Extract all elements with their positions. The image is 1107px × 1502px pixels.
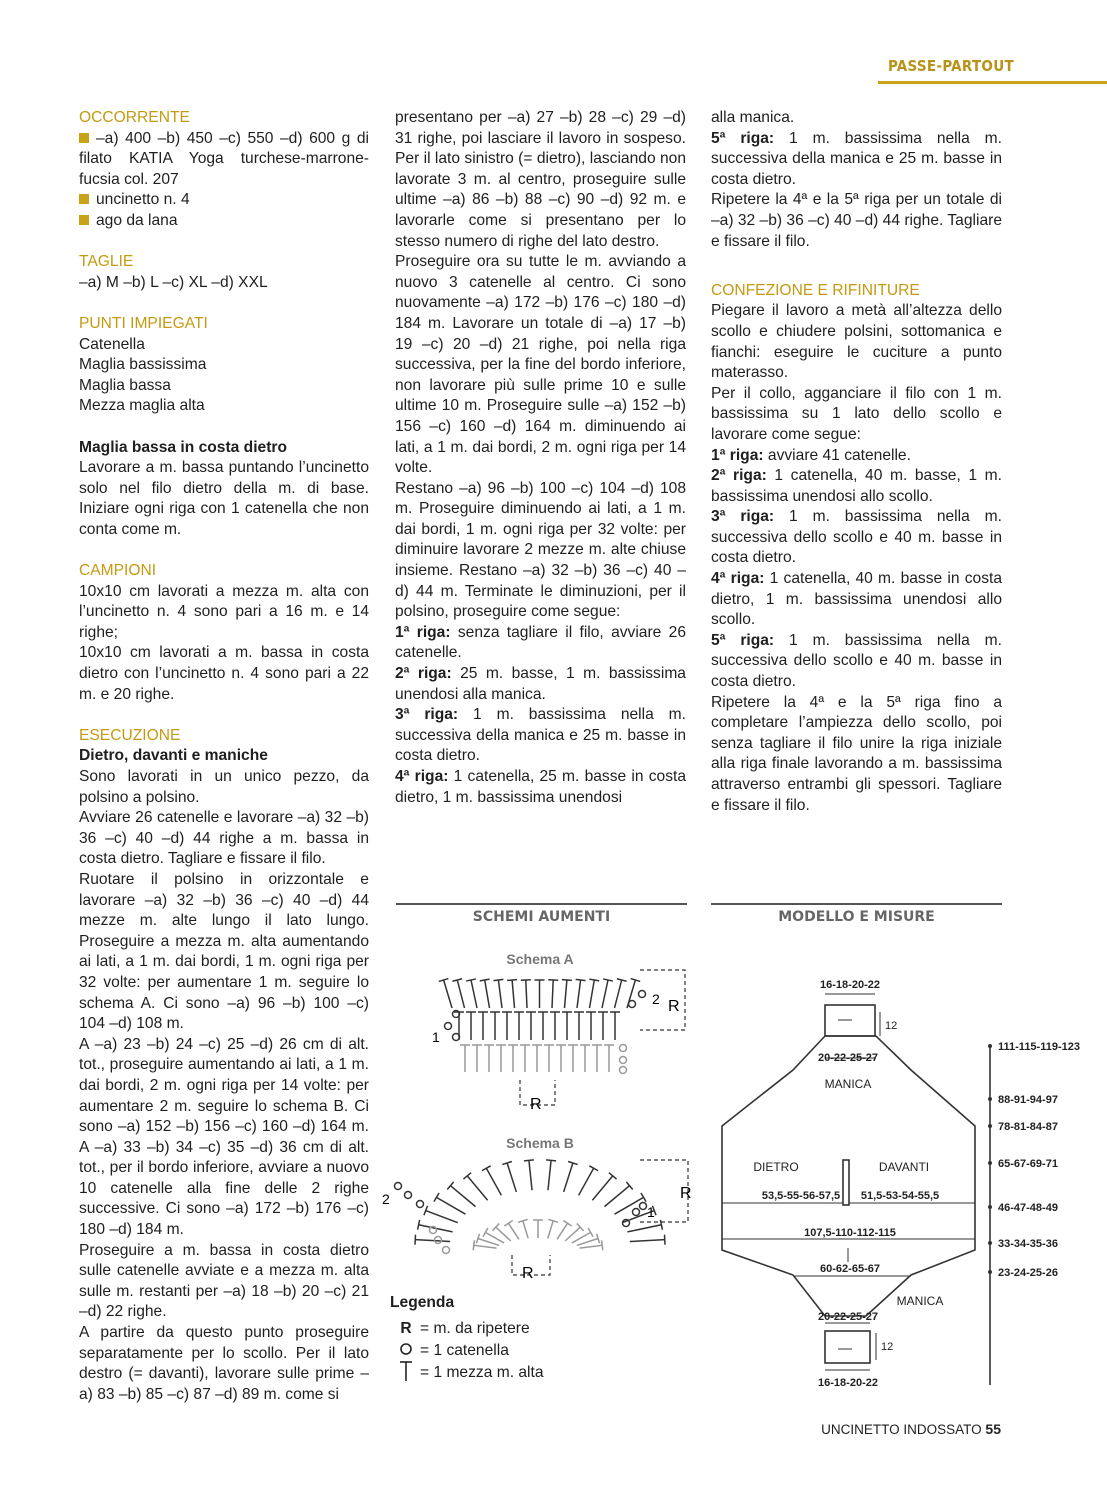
stitch-bar (563, 1221, 571, 1226)
stitch-stem (467, 1176, 487, 1200)
schema-b-chart (395, 1160, 689, 1275)
stitch-stem (526, 980, 527, 1008)
chain-stitch (620, 1045, 627, 1052)
stitch-stem (523, 1221, 528, 1239)
chain-stitch (640, 1203, 647, 1210)
stitch-stem (450, 1186, 475, 1207)
paragraph: Proseguire ora su tutte le m. avviando a nuovo 3 catenelle al centro. Ci sono nuovamente –a) 172 –b) 176 –c) 180 –d) 184 m. Lavorare un totale di –a) 17 –b) 19 –c) 20 –d) 21 righe, poi nella riga successiva, per la fine del bordo inferiore, non lavorare più sulle prime 10 e sulle ultime 10 m. Proseguire sulle –a) 152 –b) 156 –c) 160 –d) 164 m. diminuendo ai lati, a 1 m. dai bordi, 2 m. ogni riga per 14 volte. (395, 253, 686, 477)
stitch-bar (589, 1166, 598, 1171)
sleeve-label: MANICA (824, 1077, 872, 1091)
stitch-stem (592, 1176, 612, 1200)
magazine-name: UNCINETTO INDOSSATO (821, 1422, 982, 1437)
paragraph: Ruotare il polsino in orizzontale e lavorare –a) 32 –b) 36 –c) 40 –d) 44 mezze m. alte lungo il lato lungo. Proseguire a mezza m. alta aumentando ai lati, a 1 m. dai bordi, 1 m. ogni riga per 32 volte: per aumentare 1 m. seguire lo schema A. Ci sono –a) 96 –b) 100 –c) 104 –d) 108 m. (79, 870, 369, 1033)
sleeve-width-label: 20-22-25-27 (818, 1311, 878, 1323)
row-number: 2 (382, 1191, 390, 1207)
row-instruction: 2ª riga: 25 m. basse, 1 m. bassissima unendosi alla manica. (395, 665, 686, 703)
chain-stitch (417, 1201, 424, 1208)
stitch-stem (529, 1160, 532, 1190)
page-number: 55 (985, 1421, 1001, 1437)
chain-symbol-icon (396, 1342, 416, 1361)
paragraph: Proseguire a m. bassa in costa dietro sulle catenelle avviate e a mezza m. alta sulle m. restanti per –a) 18 –b) 20 –c) 21 –d) 22 righe. (79, 1241, 369, 1321)
legend (390, 1294, 544, 1384)
stitch-stem (508, 1223, 518, 1239)
list-item: Maglia bassissima (79, 356, 207, 374)
row-instruction: 3ª riga: 1 m. bassissima nella m. successiva della manica e 25 m. basse in costa dietro. (395, 706, 686, 765)
stitch-stem (627, 1225, 661, 1232)
chain-stitch (633, 1209, 640, 1216)
esecuzione-title: ESECUZIONE (79, 726, 181, 744)
stitch-stem (630, 1240, 665, 1242)
stitch-stem (444, 980, 452, 1008)
stitch-bar (507, 980, 517, 981)
row-instruction: 5ª riga: 1 m. bassissima nella m. successiva dello scollo e 40 m. basse in costa dietro. (711, 631, 1002, 691)
stitch-stem (498, 980, 502, 1008)
row-number: 1 (432, 1029, 440, 1045)
paragraph: Avviare 26 catenelle e lavorare –a) 32 –b) 36 –c) 40 –d) 44 righe a m. bassa in costa dietro. Tagliare e fissare il filo. (79, 809, 369, 868)
stitch-bar (664, 1235, 665, 1245)
stitch-stem (590, 980, 595, 1008)
stitch-stem (565, 980, 567, 1008)
chain-stitch (443, 1247, 450, 1254)
half-double-symbol-icon (396, 1360, 416, 1387)
bullet-square-icon (79, 215, 89, 225)
chain-stitch (405, 1192, 412, 1199)
row-instruction: 3ª riga: 1 m. bassissima nella m. successiva dello scollo e 40 m. basse in costa dietro. (711, 508, 1002, 567)
stitch-bar (562, 980, 572, 981)
taglie-text: –a) M –b) L –c) XL –d) XXL (79, 273, 268, 291)
stitch-bar (589, 979, 599, 981)
list-item: –a) 400 –b) 450 –c) 550 –d) 600 g di filato KATIA Yoga turchese-marrone-fucsia col. 207 (79, 129, 369, 188)
cuff-width-label: 16-18-20-22 (820, 979, 880, 991)
paragraph: 10x10 cm lavorati a mezza m. alta con l’uncinetto n. 4 sono pari a 16 m. e 14 righe; (79, 582, 369, 641)
column-2 (395, 108, 686, 808)
stitch-stem (426, 1211, 458, 1223)
stitch-stem (557, 1223, 567, 1239)
stitch-bar (493, 979, 503, 980)
legend-title: Legenda (390, 1294, 455, 1311)
stitch-bar (415, 1235, 416, 1245)
list-item: Maglia bassa (79, 376, 171, 394)
schema-a-chart (439, 970, 685, 1105)
sleeve-width-label: 20-22-25-27 (818, 1052, 878, 1064)
stitch-stem (579, 1168, 594, 1195)
row-instruction: 1ª riga: senza tagliare il filo, avviare 26 catenelle. (395, 623, 687, 662)
stitch-stem (577, 1239, 598, 1246)
front-width-label: 51,5-53-54-55,5 (860, 1190, 940, 1202)
garment-schematic (705, 950, 1105, 1400)
stitch-bar (480, 979, 490, 981)
chain-stitch (435, 1237, 442, 1244)
row-instruction: 5ª riga: 1 m. bassissima nella m. successiva della manica e 25 m. basse in costa dietro. (711, 129, 1002, 188)
campioni-title: CAMPIONI (79, 562, 157, 580)
repeat-symbol: R (400, 1320, 412, 1337)
repeat-label: R (668, 998, 680, 1015)
stitch-stem (564, 1163, 573, 1192)
costa-text: Lavorare a m. bassa puntando l’uncinetto solo nel filo dietro della m. di base. Iniziare ogni riga con 1 catenella che non conta come m. (79, 459, 369, 538)
cuff-height-label: 12 (881, 1341, 894, 1353)
modello-misure-title: MODELLO E MISURE (711, 903, 1002, 933)
paragraph: A partire da questo punto proseguire separatamente per lo scollo. Per il lato destro (= davanti), lavorare sulle prime –a) 83 –b) 85 –c) 87 –d) 89 m. come si (79, 1324, 369, 1403)
vertical-measure: 78-81-84-87 (998, 1121, 1058, 1133)
chain-stitch (620, 1067, 627, 1074)
stitch-stem (604, 1186, 629, 1207)
paragraph: A –a) 23 –b) 24 –c) 25 –d) 26 cm di alt. tot., proseguire aumentando ai lati, a 1 m. dai bordi, 2 m. ogni riga per 14 volte: per aumentare 2 m. seguire lo schema B. Ci sono –a) 152 –b) 156 –c) 160 –d) 164 m. A –a) 33 –b) 34 –c) 35 –d) 36 cm di alt. tot., per il bordo inferiore, avviare a nuovo 10 catenelle alla fine delle 2 righe successive. Ci sono –a) 172 –b) 176 –c) 180 –d) 184 m. (79, 1035, 369, 1239)
stitch-stem (474, 1245, 497, 1248)
chain-stitch (629, 1001, 636, 1008)
esecuzione-subtitle: Dietro, davanti e maniche (79, 747, 268, 765)
row-instruction: 2ª riga: 1 catenella, 40 m. basse, 1 m. bassissima unendosi allo scollo. (711, 467, 1002, 505)
chain-stitch (445, 1023, 452, 1030)
paragraph: Restano –a) 96 –b) 100 –c) 104 –d) 108 m. Proseguire diminuendo ai lati, a 1 m. dai bordi, 1 m. ogni riga per 32 volte: per diminuire lavorare 2 mezze m. alte chiuse insieme. Restano –a) 32 –b) 36 –c) 40 –d) 44 m. Terminate le diminuzioni, per il polsino, proseguire come segue: (395, 479, 686, 621)
stitch-stem (457, 980, 464, 1008)
row-number: 1 (647, 1204, 655, 1220)
paragraph: 10x10 cm lavorati a m. bassa in costa dietro con l’uncinetto n. 4 sono pari a 22 m. e 20 righe. (79, 644, 369, 703)
vertical-measure: 23-24-25-26 (998, 1267, 1058, 1279)
row-instruction: 4ª riga: 1 catenella, 25 m. basse in costa dietro, 1 m. bassissima unendosi (395, 768, 686, 806)
legend-item: = 1 catenella (390, 1340, 544, 1362)
neck-opening (843, 1160, 849, 1205)
back-label: DIETRO (753, 1160, 799, 1174)
page-footer (821, 1421, 1001, 1437)
schema-a-label: Schema A (506, 951, 574, 967)
vertical-measure: 88-91-94-97 (998, 1094, 1058, 1106)
stitch-stem (579, 1245, 602, 1248)
legend-item: R = m. da ripetere (390, 1318, 544, 1340)
vertical-measure: 111-115-119-123 (998, 1041, 1080, 1053)
paragraph: presentano per –a) 27 –b) 28 –c) 29 –d) 31 righe, poi lasciare il lavoro in sospeso. Per il lato sinistro (= dietro), lasciando non lavorate 3 m. al centro, proseguire sulle ultime –a) 86 –b) 88 –c) 90 –d) 92 m. e lavorarle come si presentano per lo stesso numero di righe del lato destro. (395, 109, 686, 250)
stitch-stem (548, 1221, 553, 1239)
stitch-bar (482, 1166, 491, 1171)
column-1 (79, 108, 369, 1405)
stitch-stem (485, 980, 490, 1008)
column-3 (711, 108, 1002, 816)
stitch-bar (641, 1193, 646, 1202)
paragraph: Piegare il lavoro a metà all’altezza dello scollo e chiudere polsini, sottomanica e fianchi: eseguire le cuciture a punto materasso. (711, 302, 1002, 382)
row-instruction: 4ª riga: 1 catenella, 40 m. basse in costa dietro, 1 m. bassissima unendosi allo scollo. (711, 570, 1002, 629)
stitch-stem (436, 1197, 465, 1214)
stitch-stem (478, 1239, 499, 1246)
cuff-height-label: 12 (885, 1020, 898, 1032)
row-number: 2 (652, 991, 660, 1007)
paragraph: Sono lavorati in un unico pezzo, da polsino a polsino. (79, 768, 369, 806)
stitch-bar (546, 1160, 556, 1161)
paragraph: Per il collo, agganciare il filo con 1 m. bassissima su 1 lato dello scollo e lavorare come segue: (711, 384, 1002, 443)
stitch-stem (415, 1240, 450, 1242)
stitch-stem (471, 980, 477, 1008)
stitch-bar (418, 1220, 420, 1230)
stitch-bar (660, 1220, 662, 1230)
paragraph: Ripetere la 4ª e la 5ª riga fino a completare l’ampiezza dello scollo, poi senza tagliare il filo unire la riga iniziale alla riga finale lavorando a m. bassissima attraverso entrambi gli spessori. Tagliare e fissare il filo. (711, 693, 1002, 814)
punti-title: PUNTI IMPIEGATI (79, 314, 208, 332)
front-label: DAVANTI (878, 1160, 930, 1174)
cuff-width-label: 16-18-20-22 (818, 1377, 878, 1389)
stitch-bar (473, 1240, 474, 1250)
list-item: Mezza maglia alta (79, 397, 205, 415)
paragraph: alla manica. (711, 109, 795, 126)
stitch-bar (524, 1160, 534, 1161)
bullet-square-icon (79, 194, 89, 204)
stitch-bar (434, 1193, 439, 1202)
stitch-bar (504, 1221, 512, 1226)
stitch-stem (552, 980, 553, 1008)
costa-title: Maglia bassa in costa dietro (79, 438, 287, 456)
lower-width-label: 60-62-65-67 (820, 1263, 880, 1275)
cuff-bottom (825, 1331, 870, 1363)
back-width-label: 53,5-55-56-57,5 (761, 1190, 841, 1202)
confezione-title: CONFEZIONE E RIFINITURE (711, 281, 920, 299)
stitch-stem (512, 980, 514, 1008)
section-tag: PASSE-PARTOUT (878, 57, 1107, 84)
chain-stitch (639, 991, 646, 998)
stitch-stem (486, 1168, 501, 1195)
stitch-stem (615, 980, 622, 1008)
chain-stitch (395, 1183, 402, 1190)
chain-stitch (620, 1057, 627, 1064)
vertical-measure: 46-47-48-49 (998, 1202, 1058, 1214)
bullet-square-icon (79, 133, 89, 143)
list-item: ago da lana (79, 211, 369, 232)
occorrente-title: OCCORRENTE (79, 109, 190, 126)
repeat-label: R (680, 1185, 692, 1202)
crochet-schemes-diagram (380, 940, 700, 1290)
row-instruction: 1ª riga: avviare 41 catenelle. (711, 446, 911, 464)
taglie-title: TAGLIE (79, 253, 134, 271)
stitch-stem (507, 1163, 516, 1192)
list-item: Catenella (79, 335, 145, 353)
list-item: uncinetto n. 4 (79, 190, 369, 211)
stitch-bar (466, 979, 476, 981)
stitch-bar (576, 979, 586, 980)
repeat-label: R (530, 1096, 542, 1113)
stitch-bar (483, 1228, 488, 1237)
vertical-measure: 33-34-35-36 (998, 1238, 1058, 1250)
sleeve-label: MANICA (896, 1294, 944, 1308)
stitch-bar (602, 1240, 603, 1250)
repeat-label: R (522, 1265, 534, 1282)
paragraph: Ripetere la 4ª e la 5ª riga per un totale di –a) 32 –b) 36 –c) 40 –d) 44 righe. Tagliare e fissare il filo. (711, 191, 1002, 250)
total-width-label: 107,5-110-112-115 (804, 1227, 896, 1239)
stitch-stem (548, 1160, 551, 1190)
schemi-aumenti-title: SCHEMI AUMENTI (396, 903, 687, 933)
stitch-bar (603, 979, 613, 981)
schema-b-label: Schema B (506, 1135, 574, 1151)
stitch-stem (577, 980, 581, 1008)
stitch-stem (602, 980, 608, 1008)
stitch-bar (588, 1228, 593, 1237)
legend-item: = 1 mezza m. alta (390, 1362, 544, 1384)
vertical-measure: 65-67-69-71 (998, 1158, 1058, 1170)
